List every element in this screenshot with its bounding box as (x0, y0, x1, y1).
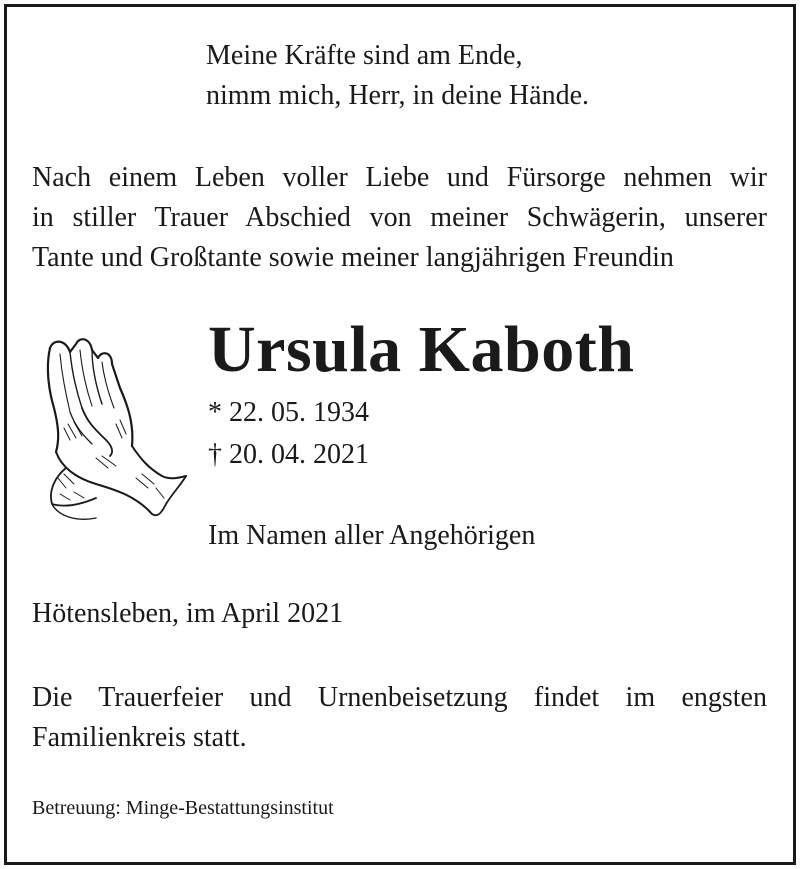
birth-date: * 22. 05. 1934 (208, 397, 369, 428)
verse (206, 36, 589, 116)
deceased-name: Ursula Kaboth (208, 313, 635, 386)
death-date: † 20. 04. 2021 (208, 439, 369, 470)
life-dates (208, 392, 369, 476)
funeral-notice (32, 678, 767, 758)
praying-hands-icon (36, 328, 192, 528)
intro-text (32, 158, 767, 278)
place-date: Hötensleben, im April 2021 (32, 598, 344, 629)
verse-line-1: Meine Kräfte sind am Ende, (206, 40, 523, 71)
notice-line-2: Familienkreis statt. (32, 722, 247, 753)
family-signature: Im Namen aller Angehörigen (208, 520, 536, 551)
notice-line-1: Die Trauerfeier und Urnenbeisetzung findet im engsten (32, 682, 767, 713)
intro-line-3: Tante und Großtante sowie meiner langjährigen Freundin (32, 242, 674, 273)
intro-line-1: Nach einem Leben voller Liebe und Fürsorge nehmen wir (32, 162, 767, 193)
verse-line-2: nimm mich, Herr, in deine Hände. (206, 80, 589, 111)
intro-line-2: in stiller Trauer Abschied von meiner Schwägerin, unserer (32, 202, 767, 233)
funeral-home: Betreuung: Minge-Bestattungsinstitut (32, 797, 334, 819)
